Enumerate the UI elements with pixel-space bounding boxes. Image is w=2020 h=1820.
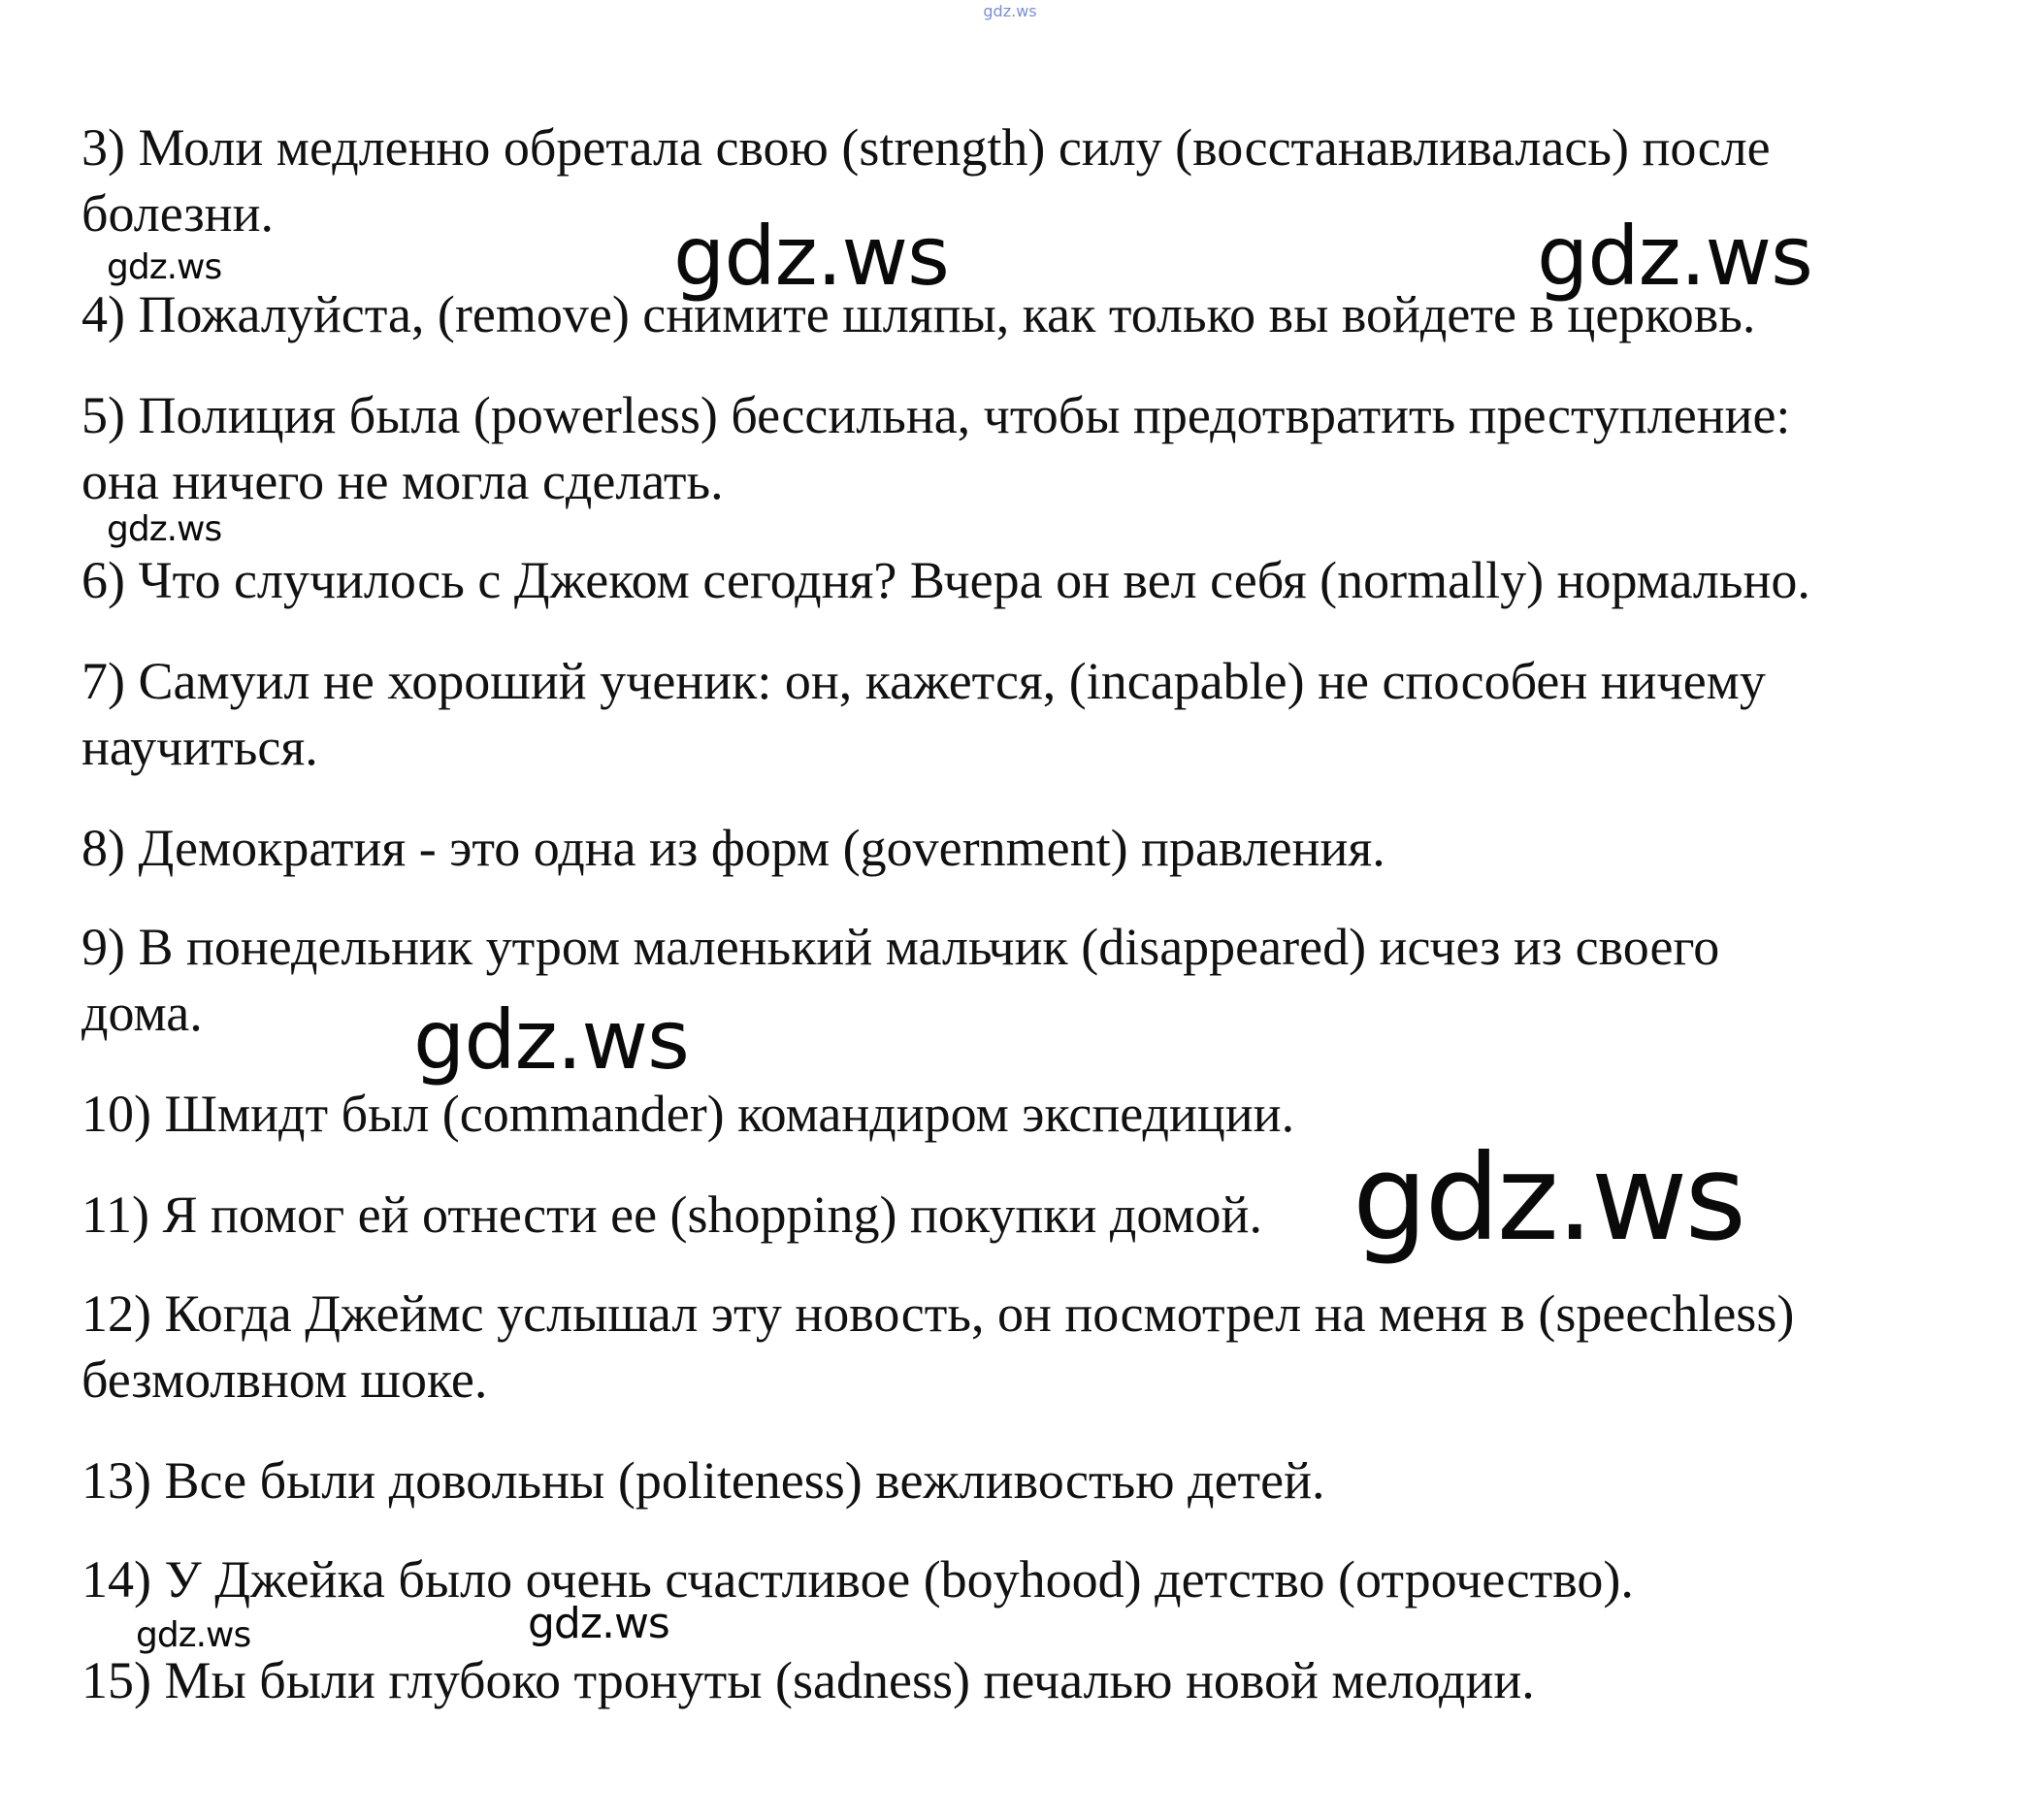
item-line: 10) Шмидт был (commander) командиром экспедиции. xyxy=(81,1085,1295,1143)
item-line: 7) Самуил не хороший ученик: он, кажется, (incapable) не способен ничему xyxy=(81,652,1766,710)
item-line: 6) Что случилось с Джеком сегодня? Вчера он вел себя (normally) нормально. xyxy=(81,551,1810,609)
list-item xyxy=(81,1647,1535,1713)
watermark: gdz.ws xyxy=(673,209,949,304)
item-line: научиться. xyxy=(81,718,318,776)
item-line: 11) Я помог ей отнести ее (shopping) покупки домой. xyxy=(81,1186,1262,1244)
item-line: 8) Демократия - это одна из форм (government) правления. xyxy=(81,819,1385,877)
watermark: gdz.ws xyxy=(413,992,689,1088)
list-item xyxy=(81,648,1766,780)
list-item xyxy=(81,1081,1294,1147)
header-watermark: gdz.ws xyxy=(983,2,1037,20)
watermark: gdz.ws xyxy=(528,1599,669,1648)
item-line: 13) Все были довольны (politeness) вежливостью детей. xyxy=(81,1451,1325,1510)
list-item xyxy=(81,914,1719,1046)
item-line: безмолвном шоке. xyxy=(81,1350,488,1409)
item-line: 15) Мы были глубоко тронуты (sadness) печалью новой мелодии. xyxy=(81,1651,1535,1709)
list-item xyxy=(81,815,1385,881)
list-item xyxy=(81,1182,1262,1248)
watermark: gdz.ws xyxy=(107,509,222,549)
item-line: 3) Моли медленно обретала свою (strength) силу (восстанавливалась) после xyxy=(81,118,1771,177)
list-item xyxy=(81,1281,1794,1413)
item-line: болезни. xyxy=(81,184,274,243)
watermark: gdz.ws xyxy=(107,247,222,287)
list-item xyxy=(81,382,1790,514)
item-line: 12) Когда Джеймс услышал эту новость, он посмотрел на меня в (speechless) xyxy=(81,1284,1795,1343)
item-line: она ничего не могла сделать. xyxy=(81,452,724,510)
list-item xyxy=(81,1546,1634,1612)
item-line: 9) В понедельник утром маленький мальчик (disappeared) исчез из своего xyxy=(81,918,1720,976)
watermark: gdz.ws xyxy=(1352,1129,1744,1267)
watermark: gdz.ws xyxy=(1537,209,1812,304)
watermark: gdz.ws xyxy=(136,1615,251,1655)
list-item xyxy=(81,547,1810,613)
list-item xyxy=(81,1447,1325,1513)
item-line: 4) Пожалуйста, (remove) снимите шляпы, как только вы войдете в церковь. xyxy=(81,285,1756,343)
item-line: дома. xyxy=(81,984,203,1042)
item-line: 5) Полиция была (powerless) бессильна, чтобы предотвратить преступление: xyxy=(81,386,1791,444)
item-line: 14) У Джейка было очень счастливое (boyhood) детство (отрочество). xyxy=(81,1550,1634,1609)
